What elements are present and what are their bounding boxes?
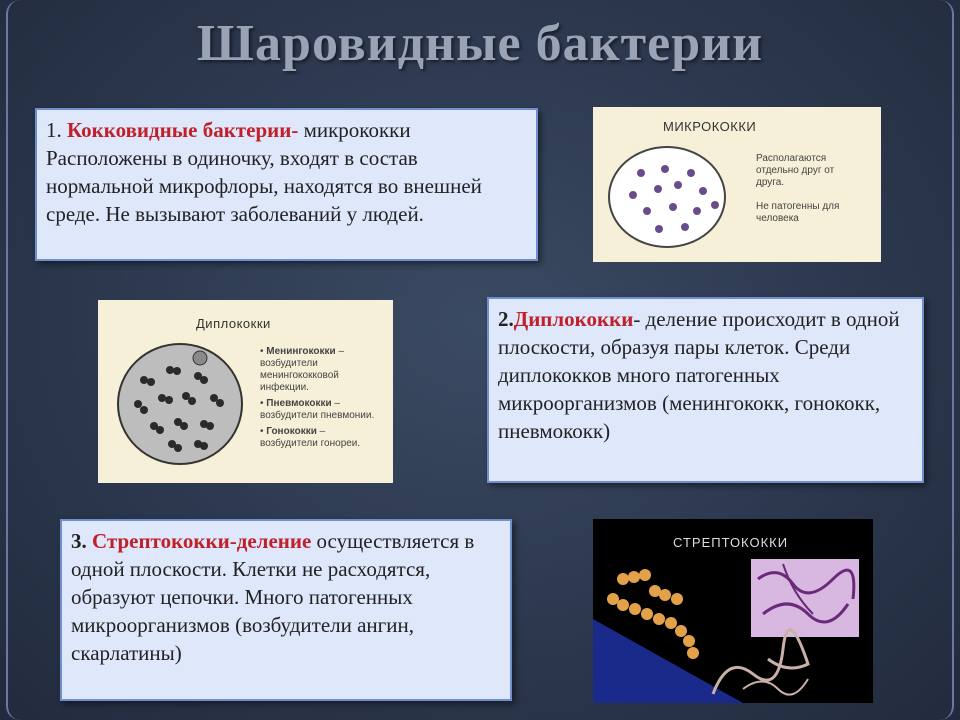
- term-micrococci: Кокковидные бактерии-: [67, 118, 299, 142]
- diplococci-description-box: [487, 297, 924, 483]
- description-text: - деление происходит в одной плоскости, образуя пары клеток. Среди диплококков много патогенных микроорганизмов (менингококк, гонококк, пневмококк): [498, 307, 900, 443]
- left-bracket-decoration: [6, 0, 22, 720]
- term-streptococci: Стрептококки-деление: [92, 529, 312, 553]
- description-text: микрококки Расположены в одиночку, входят в состав нормальной микрофлоры, находятся во внешней среде. Не вызывают заболеваний у людей.: [46, 118, 482, 226]
- item-number: 3.: [71, 529, 87, 553]
- micrococci-illustration: [593, 107, 881, 262]
- micrococci-note-nonpathogenic: Не патогенны для человека: [756, 201, 840, 224]
- diplococci-illustration: [98, 300, 393, 483]
- streptococci-illustration: [593, 519, 873, 703]
- micrococci-petri-dish: [603, 145, 733, 255]
- right-bracket-decoration: [938, 0, 954, 720]
- diplococci-petri-dish: [114, 340, 249, 470]
- diplococci-legend: [260, 346, 375, 450]
- micrococci-description-box: [35, 108, 538, 261]
- term-diplococci: Диплококки: [513, 307, 634, 331]
- item-number: 2.: [498, 307, 514, 331]
- micrococci-note-separate: Располагаются отдельно друг от друга.: [756, 153, 835, 188]
- diplococci-illustration-title: Диплококки: [196, 316, 271, 331]
- streptococci-description-box: [60, 519, 512, 701]
- streptococci-micrographs: [593, 519, 873, 703]
- legend-item-pneumococci: • Пневмококки – возбудители пневмонии.: [260, 398, 375, 421]
- slide-title: Шаровидные бактерии: [196, 15, 764, 72]
- micrococci-illustration-title: МИКРОКОККИ: [663, 119, 757, 134]
- legend-item-meningococci: • Менингококки – возбудители менингококковой инфекции.: [260, 346, 345, 393]
- item-number: 1.: [46, 118, 62, 142]
- streptococci-illustration-title: СТРЕПТОКОККИ: [673, 535, 789, 550]
- description-text: осуществляется в одной плоскости. Клетки не расходятся, образуют цепочки. Много патогенных микроорганизмов (возбудители ангин, скарлатины): [71, 529, 475, 665]
- legend-item-gonococci: • Гонококки – возбудители гонореи.: [260, 426, 361, 449]
